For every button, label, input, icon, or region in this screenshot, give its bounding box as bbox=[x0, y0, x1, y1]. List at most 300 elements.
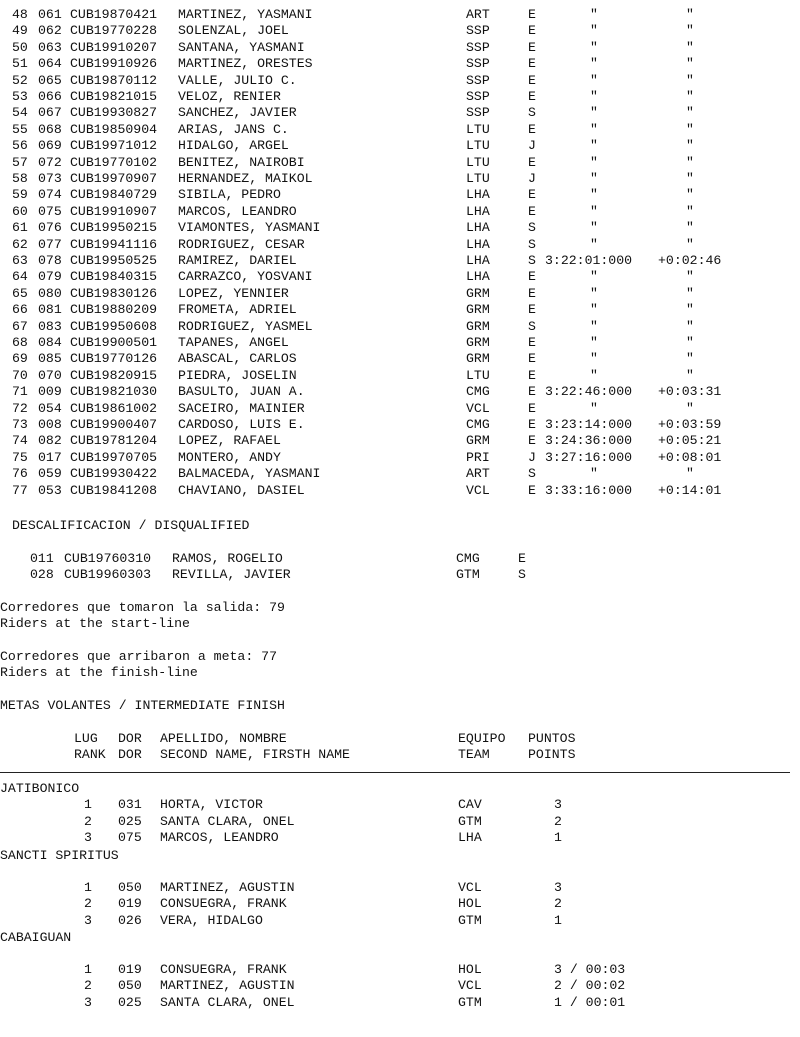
gap-cell: " bbox=[686, 367, 694, 383]
rider-name-cell: MARTINEZ, AGUSTIN bbox=[160, 978, 295, 994]
rank-cell: 52 bbox=[12, 72, 28, 88]
rider-name-cell: ARIAS, JANS C. bbox=[178, 121, 289, 137]
rank-cell: 51 bbox=[12, 56, 28, 72]
category-cell: E bbox=[528, 302, 536, 318]
rank-cell: 68 bbox=[12, 335, 28, 350]
team-cell: GRM bbox=[466, 351, 490, 367]
time-cell: " bbox=[590, 269, 598, 285]
team-cell: VCL bbox=[466, 400, 490, 416]
gap-cell: " bbox=[686, 285, 694, 301]
bib-cell: 062 bbox=[38, 23, 62, 39]
time-cell: 3:23:14:000 bbox=[545, 417, 633, 432]
uci-code-cell: CUB19840729 bbox=[70, 187, 158, 203]
gap-cell: " bbox=[686, 121, 694, 137]
gap-cell: " bbox=[686, 7, 694, 22]
team-cell: GTM bbox=[456, 567, 480, 583]
gap-cell: +0:14:01 bbox=[658, 482, 722, 498]
team-cell: SSP bbox=[466, 39, 490, 55]
time-cell: " bbox=[590, 367, 598, 383]
category-cell: E bbox=[528, 367, 536, 383]
time-cell: " bbox=[590, 318, 598, 334]
time-cell: " bbox=[590, 220, 598, 236]
uci-code-cell: CUB19910207 bbox=[70, 39, 158, 55]
rank-cell: 55 bbox=[12, 121, 28, 137]
bib-cell: 069 bbox=[38, 138, 62, 154]
rank-cell: 58 bbox=[12, 171, 28, 186]
uci-code-cell: CUB19770228 bbox=[70, 23, 158, 39]
category-cell: E bbox=[528, 335, 536, 350]
section-title: DESCALIFICACION / DISQUALIFIED bbox=[12, 518, 250, 533]
gap-cell: " bbox=[686, 466, 694, 482]
header-team: EQUIPO bbox=[458, 731, 506, 746]
time-cell: " bbox=[590, 72, 598, 88]
rank-cell: 65 bbox=[12, 285, 28, 301]
team-cell: LTU bbox=[466, 154, 490, 170]
team-cell: LTU bbox=[466, 367, 490, 383]
time-cell: " bbox=[590, 89, 598, 104]
uci-code-cell: CUB19770126 bbox=[70, 351, 158, 367]
rider-name-cell: VERA, HIDALGO bbox=[160, 912, 263, 928]
gap-cell: " bbox=[686, 56, 694, 72]
uci-code-cell: CUB19910907 bbox=[70, 203, 158, 219]
time-cell: " bbox=[590, 203, 598, 219]
bib-cell: 081 bbox=[38, 302, 62, 318]
bib-cell: 031 bbox=[118, 797, 142, 813]
team-cell: PRI bbox=[466, 449, 490, 465]
header-name: APELLIDO, NOMBRE bbox=[160, 731, 287, 746]
team-cell: SSP bbox=[466, 89, 490, 104]
bib-cell: 084 bbox=[38, 335, 62, 350]
uci-code-cell: CUB19841208 bbox=[70, 482, 158, 498]
rider-name-cell: CHAVIANO, DASIEL bbox=[178, 482, 305, 498]
team-cell: LHA bbox=[466, 269, 490, 285]
rider-name-cell: BASULTO, JUAN A. bbox=[178, 384, 305, 400]
rank-cell: 1 bbox=[84, 962, 92, 977]
category-cell: S bbox=[528, 105, 536, 121]
rider-name-cell: MARTINEZ, ORESTES bbox=[178, 56, 313, 72]
bib-cell: 063 bbox=[38, 39, 62, 55]
started-label-en: Riders at the start-line bbox=[0, 616, 190, 631]
rider-name-cell: SANTA CLARA, ONEL bbox=[160, 994, 295, 1010]
rider-name-cell: RODRIGUEZ, YASMEL bbox=[178, 318, 313, 334]
category-cell: E bbox=[528, 269, 536, 285]
bib-cell: 072 bbox=[38, 154, 62, 170]
time-cell: " bbox=[590, 351, 598, 367]
bib-cell: 019 bbox=[118, 896, 142, 912]
bib-cell: 054 bbox=[38, 400, 62, 416]
rider-name-cell: SANTANA, YASMANI bbox=[178, 39, 305, 55]
rank-cell: 1 bbox=[84, 797, 92, 813]
rank-cell: 2 bbox=[84, 813, 92, 829]
bib-cell: 064 bbox=[38, 56, 62, 72]
uci-code-cell: CUB19770102 bbox=[70, 154, 158, 170]
rank-cell: 3 bbox=[84, 994, 92, 1010]
bib-cell: 076 bbox=[38, 220, 62, 236]
rank-cell: 60 bbox=[12, 203, 28, 219]
gap-cell: " bbox=[686, 318, 694, 334]
rank-cell: 1 bbox=[84, 880, 92, 895]
uci-code-cell: CUB19900407 bbox=[70, 417, 158, 432]
rider-name-cell: MARTINEZ, AGUSTIN bbox=[160, 880, 295, 895]
rider-name-cell: LOPEZ, YENNIER bbox=[178, 285, 289, 301]
gap-cell: " bbox=[686, 236, 694, 252]
rank-cell: 76 bbox=[12, 466, 28, 482]
team-cell: LHA bbox=[466, 203, 490, 219]
uci-code-cell: CUB19861002 bbox=[70, 400, 158, 416]
rider-name-cell: CARRAZCO, YOSVANI bbox=[178, 269, 313, 285]
category-cell: E bbox=[528, 7, 536, 22]
bib-cell: 061 bbox=[38, 7, 62, 22]
gap-cell: " bbox=[686, 171, 694, 186]
uci-code-cell: CUB19830126 bbox=[70, 285, 158, 301]
team-cell: LHA bbox=[466, 253, 490, 268]
rank-cell: 3 bbox=[84, 912, 92, 928]
bib-cell: 050 bbox=[118, 978, 142, 994]
gap-cell: " bbox=[686, 203, 694, 219]
category-cell: E bbox=[528, 56, 536, 72]
rider-name-cell: HERNANDEZ, MAIKOL bbox=[178, 171, 313, 186]
gap-cell: +0:05:21 bbox=[658, 433, 722, 449]
category-cell: E bbox=[528, 89, 536, 104]
category-cell: E bbox=[528, 482, 536, 498]
rank-cell: 63 bbox=[12, 253, 28, 268]
bib-cell: 085 bbox=[38, 351, 62, 367]
category-cell: E bbox=[528, 417, 536, 432]
sprint-place: CABAIGUAN bbox=[0, 930, 72, 945]
rider-name-cell: SIBILA, PEDRO bbox=[178, 187, 281, 203]
points-cell: 2 bbox=[554, 896, 562, 912]
team-cell: SSP bbox=[466, 56, 490, 72]
time-cell: 3:27:16:000 bbox=[545, 449, 633, 465]
rider-name-cell: VIAMONTES, YASMANI bbox=[178, 220, 321, 236]
rider-name-cell: RAMIREZ, DARIEL bbox=[178, 253, 297, 268]
uci-code-cell: CUB19850904 bbox=[70, 121, 158, 137]
bib-cell: 077 bbox=[38, 236, 62, 252]
rider-name-cell: VELOZ, RENIER bbox=[178, 89, 281, 104]
rider-name-cell: TAPANES, ANGEL bbox=[178, 335, 289, 350]
uci-code-cell: CUB19760310 bbox=[64, 551, 152, 566]
gap-cell: " bbox=[686, 400, 694, 416]
rider-name-cell: MARCOS, LEANDRO bbox=[160, 830, 279, 846]
time-cell: " bbox=[590, 121, 598, 137]
team-cell: CMG bbox=[456, 551, 480, 566]
category-cell: E bbox=[528, 72, 536, 88]
rank-cell: 54 bbox=[12, 105, 28, 121]
rider-name-cell: HIDALGO, ARGEL bbox=[178, 138, 289, 154]
bib-cell: 026 bbox=[118, 912, 142, 928]
gap-cell: +0:08:01 bbox=[658, 449, 722, 465]
bib-cell: 067 bbox=[38, 105, 62, 121]
rank-cell: 53 bbox=[12, 89, 28, 104]
team-cell: VCL bbox=[458, 978, 482, 994]
bib-cell: 066 bbox=[38, 89, 62, 104]
uci-code-cell: CUB19970705 bbox=[70, 449, 158, 465]
bib-cell: 074 bbox=[38, 187, 62, 203]
team-cell: GRM bbox=[466, 318, 490, 334]
gap-cell: " bbox=[686, 302, 694, 318]
rank-cell: 61 bbox=[12, 220, 28, 236]
header-name: SECOND NAME, FIRSTH NAME bbox=[160, 747, 350, 762]
started-label-es: Corredores que tomaron la salida: 79 bbox=[0, 600, 285, 615]
time-cell: " bbox=[590, 400, 598, 416]
gap-cell: +0:03:31 bbox=[658, 384, 722, 400]
rider-name-cell: CONSUEGRA, FRANK bbox=[160, 962, 287, 977]
bib-cell: 075 bbox=[38, 203, 62, 219]
rank-cell: 71 bbox=[12, 384, 28, 400]
category-cell: S bbox=[528, 466, 536, 482]
rider-name-cell: SANCHEZ, JAVIER bbox=[178, 105, 297, 121]
rider-name-cell: CONSUEGRA, FRANK bbox=[160, 896, 287, 912]
rider-name-cell: RODRIGUEZ, CESAR bbox=[178, 236, 305, 252]
category-cell: S bbox=[528, 253, 536, 268]
time-cell: " bbox=[590, 335, 598, 350]
category-cell: E bbox=[528, 187, 536, 203]
bib-cell: 019 bbox=[118, 962, 142, 977]
category-cell: E bbox=[528, 203, 536, 219]
time-cell: " bbox=[590, 171, 598, 186]
bib-cell: 025 bbox=[118, 813, 142, 829]
team-cell: VCL bbox=[466, 482, 490, 498]
category-cell: E bbox=[528, 39, 536, 55]
points-cell: 1 bbox=[554, 912, 562, 928]
time-cell: " bbox=[590, 154, 598, 170]
rank-cell: 59 bbox=[12, 187, 28, 203]
rank-cell: 69 bbox=[12, 351, 28, 367]
points-cell: 2 bbox=[554, 813, 562, 829]
time-cell: " bbox=[590, 236, 598, 252]
category-cell: E bbox=[518, 551, 526, 566]
time-cell: 3:22:01:000 bbox=[545, 253, 633, 268]
uci-code-cell: CUB19870112 bbox=[70, 72, 158, 88]
team-cell: ART bbox=[466, 7, 490, 22]
points-cell: 3 bbox=[554, 880, 562, 895]
uci-code-cell: CUB19781204 bbox=[70, 433, 158, 449]
section-title: METAS VOLANTES / INTERMEDIATE FINISH bbox=[0, 698, 285, 713]
rank-cell: 49 bbox=[12, 23, 28, 39]
gap-cell: " bbox=[686, 138, 694, 154]
bib-cell: 017 bbox=[38, 449, 62, 465]
gap-cell: " bbox=[686, 351, 694, 367]
header-divider bbox=[0, 772, 790, 773]
points-cell: 2 / 00:02 bbox=[554, 978, 626, 994]
team-cell: HOL bbox=[458, 896, 482, 912]
bib-cell: 083 bbox=[38, 318, 62, 334]
rider-name-cell: REVILLA, JAVIER bbox=[172, 567, 291, 583]
team-cell: GRM bbox=[466, 335, 490, 350]
team-cell: ART bbox=[466, 466, 490, 482]
gap-cell: " bbox=[686, 220, 694, 236]
team-cell: GRM bbox=[466, 433, 490, 449]
rider-name-cell: BENITEZ, NAIROBI bbox=[178, 154, 305, 170]
time-cell: " bbox=[590, 105, 598, 121]
uci-code-cell: CUB19950608 bbox=[70, 318, 158, 334]
gap-cell: " bbox=[686, 187, 694, 203]
bib-cell: 028 bbox=[30, 567, 54, 583]
points-cell: 1 / 00:01 bbox=[554, 994, 626, 1010]
bib-cell: 025 bbox=[118, 994, 142, 1010]
bib-cell: 050 bbox=[118, 880, 142, 895]
bib-cell: 008 bbox=[38, 417, 62, 432]
rank-cell: 3 bbox=[84, 830, 92, 846]
time-cell: " bbox=[590, 56, 598, 72]
gap-cell: " bbox=[686, 72, 694, 88]
bib-cell: 082 bbox=[38, 433, 62, 449]
points-cell: 1 bbox=[554, 830, 562, 846]
team-cell: SSP bbox=[466, 23, 490, 39]
time-cell: " bbox=[590, 302, 598, 318]
sprint-place: SANCTI SPIRITUS bbox=[0, 848, 119, 863]
rank-cell: 2 bbox=[84, 896, 92, 912]
uci-code-cell: CUB19950215 bbox=[70, 220, 158, 236]
time-cell: " bbox=[590, 138, 598, 154]
gap-cell: +0:02:46 bbox=[658, 253, 722, 268]
uci-code-cell: CUB19840315 bbox=[70, 269, 158, 285]
rider-name-cell: SOLENZAL, JOEL bbox=[178, 23, 289, 39]
sprint-place: JATIBONICO bbox=[0, 781, 80, 796]
uci-code-cell: CUB19821030 bbox=[70, 384, 158, 400]
uci-code-cell: CUB19880209 bbox=[70, 302, 158, 318]
points-cell: 3 / 00:03 bbox=[554, 962, 626, 977]
uci-code-cell: CUB19930422 bbox=[70, 466, 158, 482]
team-cell: CMG bbox=[466, 417, 490, 432]
rank-cell: 70 bbox=[12, 367, 28, 383]
header-points: PUNTOS bbox=[528, 731, 576, 746]
rank-cell: 74 bbox=[12, 433, 28, 449]
uci-code-cell: CUB19821015 bbox=[70, 89, 158, 104]
category-cell: S bbox=[528, 318, 536, 334]
bib-cell: 070 bbox=[38, 367, 62, 383]
category-cell: E bbox=[528, 351, 536, 367]
rider-name-cell: LOPEZ, RAFAEL bbox=[178, 433, 281, 449]
team-cell: GRM bbox=[466, 285, 490, 301]
uci-code-cell: CUB19960303 bbox=[64, 567, 152, 583]
uci-code-cell: CUB19971012 bbox=[70, 138, 158, 154]
gap-cell: " bbox=[686, 89, 694, 104]
rider-name-cell: PIEDRA, JOSELIN bbox=[178, 367, 297, 383]
rank-cell: 56 bbox=[12, 138, 28, 154]
rider-name-cell: CARDOSO, LUIS E. bbox=[178, 417, 305, 432]
category-cell: E bbox=[528, 384, 536, 400]
rank-cell: 48 bbox=[12, 7, 28, 22]
bib-cell: 011 bbox=[30, 551, 54, 566]
category-cell: E bbox=[528, 400, 536, 416]
rider-name-cell: MARTINEZ, YASMANI bbox=[178, 7, 313, 22]
gap-cell: " bbox=[686, 23, 694, 39]
rank-cell: 66 bbox=[12, 302, 28, 318]
bib-cell: 068 bbox=[38, 121, 62, 137]
bib-cell: 080 bbox=[38, 285, 62, 301]
team-cell: LHA bbox=[458, 830, 482, 846]
rank-cell: 50 bbox=[12, 39, 28, 55]
uci-code-cell: CUB19820915 bbox=[70, 367, 158, 383]
team-cell: HOL bbox=[458, 962, 482, 977]
team-cell: GTM bbox=[458, 994, 482, 1010]
rider-name-cell: RAMOS, ROGELIO bbox=[172, 551, 283, 566]
header-rank: RANK bbox=[74, 747, 106, 762]
category-cell: J bbox=[528, 171, 536, 186]
category-cell: S bbox=[528, 220, 536, 236]
rider-name-cell: ABASCAL, CARLOS bbox=[178, 351, 297, 367]
category-cell: E bbox=[528, 23, 536, 39]
time-cell: 3:33:16:000 bbox=[545, 482, 633, 498]
finished-label-en: Riders at the finish-line bbox=[0, 665, 198, 680]
time-cell: " bbox=[590, 7, 598, 22]
rider-name-cell: BALMACEDA, YASMANI bbox=[178, 466, 321, 482]
uci-code-cell: CUB19950525 bbox=[70, 253, 158, 268]
bib-cell: 065 bbox=[38, 72, 62, 88]
team-cell: CAV bbox=[458, 797, 482, 813]
time-cell: " bbox=[590, 187, 598, 203]
rider-name-cell: SANTA CLARA, ONEL bbox=[160, 813, 295, 829]
finished-label-es: Corredores que arribaron a meta: 77 bbox=[0, 649, 277, 664]
rank-cell: 73 bbox=[12, 417, 28, 432]
bib-cell: 009 bbox=[38, 384, 62, 400]
team-cell: SSP bbox=[466, 72, 490, 88]
category-cell: E bbox=[528, 285, 536, 301]
time-cell: " bbox=[590, 285, 598, 301]
category-cell: J bbox=[528, 449, 536, 465]
bib-cell: 053 bbox=[38, 482, 62, 498]
category-cell: E bbox=[528, 433, 536, 449]
team-cell: LTU bbox=[466, 121, 490, 137]
uci-code-cell: CUB19941116 bbox=[70, 236, 158, 252]
time-cell: " bbox=[590, 466, 598, 482]
uci-code-cell: CUB19930827 bbox=[70, 105, 158, 121]
rider-name-cell: SACEIRO, MAINIER bbox=[178, 400, 305, 416]
rank-cell: 75 bbox=[12, 449, 28, 465]
rank-cell: 67 bbox=[12, 318, 28, 334]
uci-code-cell: CUB19970907 bbox=[70, 171, 158, 186]
category-cell: J bbox=[528, 138, 536, 154]
category-cell: E bbox=[528, 154, 536, 170]
team-cell: GTM bbox=[458, 813, 482, 829]
rank-cell: 2 bbox=[84, 978, 92, 994]
bib-cell: 079 bbox=[38, 269, 62, 285]
bib-cell: 078 bbox=[38, 253, 62, 268]
rider-name-cell: HORTA, VICTOR bbox=[160, 797, 263, 813]
rider-name-cell: VALLE, JULIO C. bbox=[178, 72, 297, 88]
gap-cell: " bbox=[686, 105, 694, 121]
uci-code-cell: CUB19870421 bbox=[70, 7, 158, 22]
time-cell: 3:24:36:000 bbox=[545, 433, 633, 449]
category-cell: S bbox=[528, 236, 536, 252]
header-rank: LUG bbox=[74, 731, 98, 746]
gap-cell: " bbox=[686, 335, 694, 350]
category-cell: E bbox=[528, 121, 536, 137]
team-cell: VCL bbox=[458, 880, 482, 895]
bib-cell: 059 bbox=[38, 466, 62, 482]
rank-cell: 62 bbox=[12, 236, 28, 252]
bib-cell: 073 bbox=[38, 171, 62, 186]
rank-cell: 57 bbox=[12, 154, 28, 170]
team-cell: LTU bbox=[466, 171, 490, 186]
gap-cell: " bbox=[686, 269, 694, 285]
uci-code-cell: CUB19910926 bbox=[70, 56, 158, 72]
team-cell: LHA bbox=[466, 236, 490, 252]
rider-name-cell: MARCOS, LEANDRO bbox=[178, 203, 297, 219]
bib-cell: 075 bbox=[118, 830, 142, 846]
gap-cell: +0:03:59 bbox=[658, 417, 722, 432]
rank-cell: 72 bbox=[12, 400, 28, 416]
team-cell: LTU bbox=[466, 138, 490, 154]
header-team: TEAM bbox=[458, 747, 490, 762]
rider-name-cell: MONTERO, ANDY bbox=[178, 449, 281, 465]
team-cell: LHA bbox=[466, 220, 490, 236]
team-cell: LHA bbox=[466, 187, 490, 203]
uci-code-cell: CUB19900501 bbox=[70, 335, 158, 350]
rider-name-cell: FROMETA, ADRIEL bbox=[178, 302, 297, 318]
rank-cell: 77 bbox=[12, 482, 28, 498]
